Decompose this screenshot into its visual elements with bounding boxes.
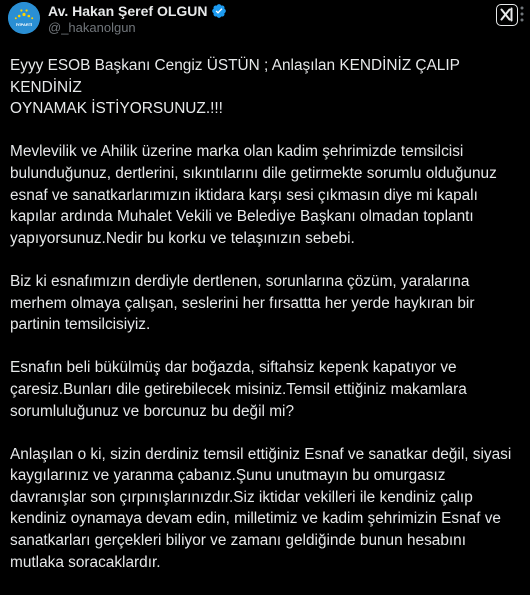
tweet-paragraph: Mevlevilik ve Ahilik üzerine marka olan kadim şehrimizde temsilcisi bulunduğunuz, dertlerini, sıkıntılarını dile getirmekte sorumlu olduğunuz esnaf ve sanatkarlarımızın iktidara karşı sesi çıkmasın diye mi kapalı kapılar ardında Muhalet Vekili ve Belediye Başkanı olmadan toplantı yapıyorsunuz.Nedir bu korku ve telaşınızın sebebi. [10,143,497,247]
avatar-label: İYİPARTİ [15,22,33,27]
verified-badge-icon [211,3,227,19]
more-icon[interactable] [518,5,526,23]
tweet-paragraph: Anlaşılan o ki, sizin derdiniz temsil ettiğiniz Esnaf ve sanatkar değil, siyasi kaygılarınız ve yaranma çabanız.Şunu unutmayın bu omurgasız davranışlar son çırpınışlarınızdır.Siz iktidar vekilleri ile kendiniz çalıp kendiniz oynamaya devam edin, milletimiz ve kadim şehrimizin Esnaf ve sanatkarları gerçekleri biliyor ve zamanı geldiğinde bunun hesabını mutlaka soracaklardır. [10,445,512,571]
author-display-name[interactable]: Av. Hakan Şeref OLGUN [48,3,208,19]
tweet-text [10,55,522,595]
grok-icon[interactable] [496,4,518,26]
author-names [48,3,227,35]
author-handle[interactable]: @_hakanolgun [48,20,136,35]
tweet-paragraph: Biz ki esnafımızın derdiyle dertlenen, sorunlarına çözüm, yaralarına merhem olmaya çalışan, seslerini her fırsattta her yerde haykıran bir partinin temsilcisiyiz. [10,272,475,334]
avatar[interactable] [8,2,40,34]
tweet-paragraph: Esnafın beli bükülmüş dar boğazda, siftahsiz kepenk kapatıyor ve çaresiz.Bunları dile getirebilecek misiniz.Temsil ettiğiniz makamlara sorumluluğunuz ve borcunuz bu değil mi? [10,359,467,420]
tweet-header [8,2,522,36]
tweet-paragraph: Eyyy ESOB Başkanı Cengiz ÜSTÜN ; Anlaşılan KENDİNİZ ÇALIP KENDİNİZ OYNAMAK İSTİYORSUNUZ.!!! [10,57,460,118]
